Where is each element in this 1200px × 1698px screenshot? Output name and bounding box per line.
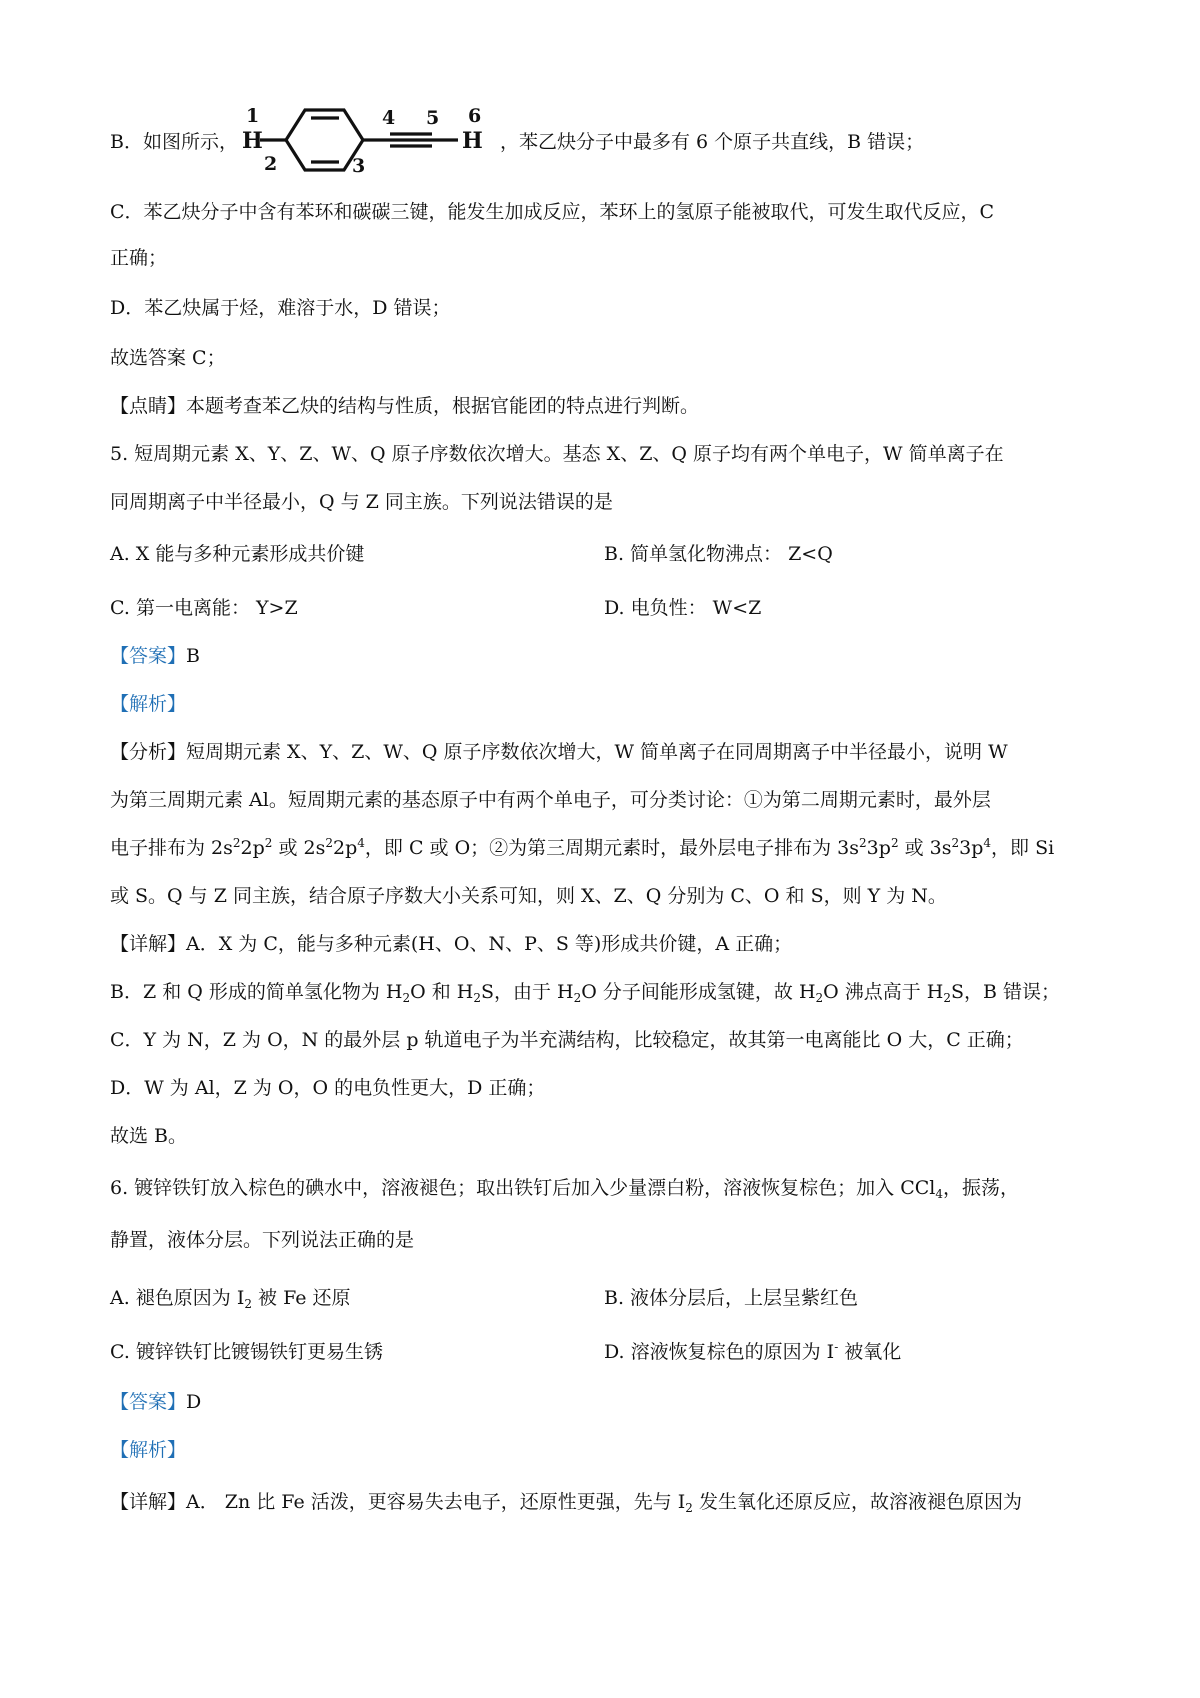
q5-stem-line-1: 5. 短周期元素 X、Y、Z、W、Q 原子序数依次增大。基态 X、Z、Q 原子均有两个单电子，W 简单离子在 (110, 443, 1004, 465)
q5-xiangjie-c: C．Y 为 N，Z 为 O，N 的最外层 p 轨道电子为半充满结构，比较稳定，故其第一电离能比 O 大，C 正确； (110, 1029, 1024, 1051)
q5-xiangjie-b: B．Z 和 Q 形成的简单氢化物为 $H_2O$ 和 $H_2S$，由于 $H_2O$ 分子间能形成氢键，故 $H_2O$ 沸点高于 $H_2S$，B 错误； (110, 981, 1061, 1005)
q4-c-line-1: C．苯乙炔分子中含有苯环和碳碳三键，能发生加成反应，苯环上的氢原子能被取代，可发生取代反应，C (110, 201, 995, 223)
q4-option-b-line (110, 104, 924, 176)
q6-option-a: A. 褪色原因为 $I_2$ 被 Fe 还原 (110, 1287, 351, 1311)
comment-tag: 【点睛】 (110, 395, 187, 417)
q5-analysis-tag: 【解析】 (110, 693, 187, 715)
mol-label-1: 1 (245, 105, 260, 127)
q4-comment: 【点睛】本题考查苯乙炔的结构与性质，根据官能团的特点进行判断。 (110, 395, 700, 417)
q5-answer: 【答案】B (110, 645, 200, 667)
q6-xiangjie-a: 【详解】A． Zn 比 Fe 活泼，更容易失去电子，还原性更强，先与 $I_2$ 发生氧化还原反应，故溶液褪色原因为 (110, 1491, 1022, 1515)
q6-stem-line-1: 6. 镀锌铁钉放入棕色的碘水中，溶液褪色；取出铁钉后加入少量漂白粉，溶液恢复棕色；加入 CCl$_4$，振荡， (110, 1177, 1020, 1201)
mol-label-2: 2 (263, 153, 278, 175)
q5-option-b: B. 简单氢化物沸点： Z<Q (604, 543, 833, 565)
q5-option-c: C. 第一电离能： Y>Z (110, 597, 298, 619)
answer-tag: 【答案】 (110, 1391, 187, 1413)
q6-analysis-tag: 【解析】 (110, 1439, 187, 1461)
mol-label-4: 4 (381, 107, 396, 129)
mol-label-5: 5 (425, 107, 440, 129)
q5-stem-line-2: 同周期离子中半径最小，Q 与 Z 同主族。下列说法错误的是 (110, 491, 613, 513)
q4-b-prefix: B．如图所示， (110, 130, 238, 153)
q5-xiangjie-d: D．W 为 Al，Z 为 O，O 的电负性更大，D 正确； (110, 1077, 546, 1099)
q5-fenxi-line-3: 电子排布为 $2s^22p^2$ 或 $2s^22p^4$，即 C 或 O；②为第三周期元素时，最外层电子排布为 $3s^23p^2$ 或 $3s^23p^4$，即 Si (110, 836, 1055, 859)
q6-stem-line-2: 静置，液体分层。下列说法正确的是 (110, 1229, 415, 1251)
q5-choice: 故选 B。 (110, 1125, 188, 1147)
q5-option-d: D. 电负性： W<Z (604, 597, 762, 619)
q4-d-line: D．苯乙炔属于烃，难溶于水，D 错误； (110, 297, 451, 319)
q5-fenxi-line-2: 为第三周期元素 Al。短周期元素的基态原子中有两个单电子，可分类讨论：①为第二周期元素时，最外层 (110, 789, 991, 811)
q6-option-d: D. 溶液恢复棕色的原因为 I- 被氧化 (604, 1340, 902, 1363)
q5-fenxi-line-4: 或 S。Q 与 Z 同主族，结合原子序数大小关系可知，则 X、Z、Q 分别为 C、O 和 S，则 Y 为 N。 (110, 885, 947, 907)
mol-label-3: 3 (351, 155, 366, 176)
phenylacetylene-structure-figure (240, 104, 498, 176)
q4-choice: 故选答案 C； (110, 347, 226, 369)
q5-xiangjie-a: 【详解】A．X 为 C，能与多种元素(H、O、N、P、S 等)形成共价键，A 正确； (110, 933, 793, 955)
q5-option-a: A. X 能与多种元素形成共价键 (110, 543, 365, 565)
mol-label-6: 6 (467, 105, 482, 127)
q5-fenxi-line-1: 【分析】短周期元素 X、Y、Z、W、Q 原子序数依次增大，W 简单离子在同周期离子中半径最小，说明 W (110, 741, 1008, 763)
answer-tag: 【答案】 (110, 645, 187, 667)
q6-option-c: C. 镀锌铁钉比镀锡铁钉更易生锈 (110, 1341, 383, 1363)
q6-answer: 【答案】D (110, 1391, 202, 1413)
mol-h-left: H (241, 128, 263, 154)
q4-b-suffix: ，苯乙炔分子中最多有 6 个原子共直线，B 错误； (499, 130, 925, 153)
q6-option-b: B. 液体分层后，上层呈紫红色 (604, 1287, 859, 1309)
q4-c-line-2: 正确； (110, 247, 168, 269)
mol-h-right: H (461, 128, 483, 154)
